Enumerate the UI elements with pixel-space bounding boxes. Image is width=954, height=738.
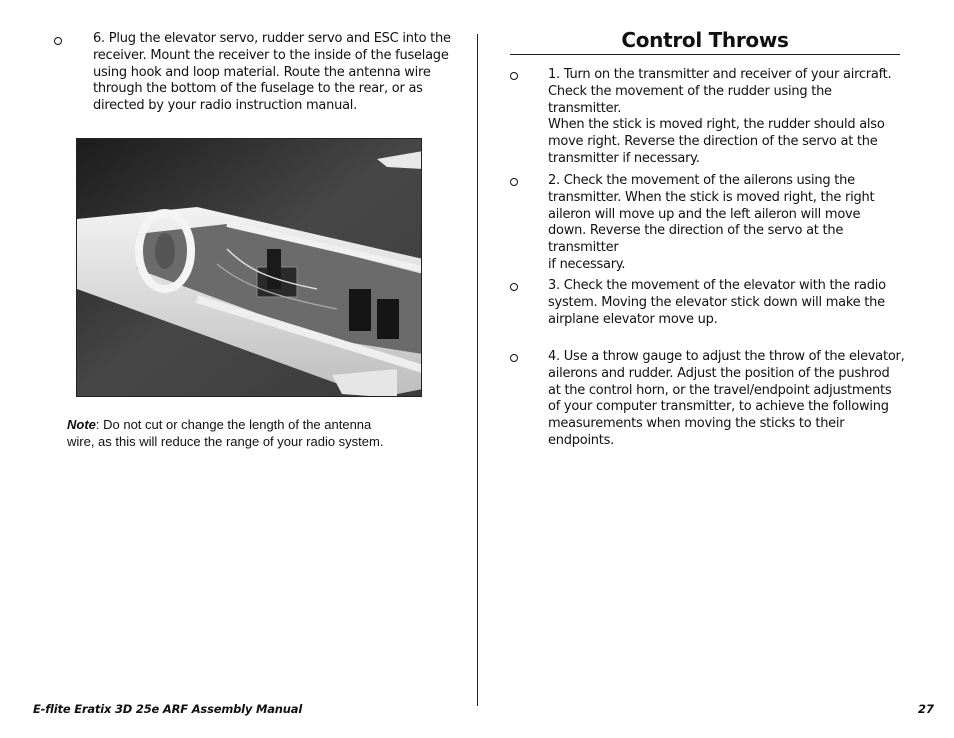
step-6-line: directed by your radio instruction manual.: [93, 98, 358, 114]
footer-page-number: 27: [918, 702, 935, 716]
step-6-line: through the bottom of the fuselage to the rear, or as: [93, 81, 423, 97]
step-3-text: [548, 278, 908, 328]
step-2-line: transmitter. When the stick is moved right, the right: [548, 189, 875, 205]
fuselage-photo-illustration: [77, 139, 422, 397]
step-1-line: transmitter if necessary.: [548, 150, 700, 166]
step-6-line: receiver. Mount the receiver to the inside of the fuselage: [93, 47, 449, 63]
step-3-line: airplane elevator move up.: [548, 311, 718, 327]
note-line: wire, as this will reduce the range of your radio system.: [67, 433, 384, 449]
checkbox-bullet-step6: [54, 37, 62, 45]
title-underline: [510, 54, 900, 55]
step-4-line: of your computer transmitter, to achieve the following: [548, 399, 889, 415]
step-2-line: if necessary.: [548, 256, 626, 272]
step-2-text: [548, 173, 908, 274]
step-1-line: Check the movement of the rudder using the transmitter.: [548, 83, 832, 116]
footer-manual-title: E-flite Eratix 3D 25e ARF Assembly Manual: [33, 702, 303, 716]
step-1-text: [548, 67, 908, 168]
section-title: Control Throws: [621, 28, 789, 52]
checkbox-bullet-step3: [510, 283, 518, 291]
step-3-line: 3. Check the movement of the elevator with the radio: [548, 278, 886, 293]
step-2-line: 2. Check the movement of the ailerons using the: [548, 173, 855, 188]
step-3-line: system. Moving the elevator stick down will make the: [548, 294, 885, 310]
checkbox-bullet-step1: [510, 72, 518, 80]
step-1-line: move right. Reverse the direction of the servo at the: [548, 134, 878, 150]
note-text: [67, 417, 427, 450]
step-4-line: measurements when moving the sticks to their endpoints.: [548, 416, 845, 448]
checkbox-bullet-step4: [510, 354, 518, 362]
step-2-line: down. Reverse the direction of the servo at the transmitter: [548, 223, 844, 256]
checkbox-bullet-step2: [510, 178, 518, 186]
step-1-line: When the stick is moved right, the rudder should also: [548, 117, 885, 133]
step-6-line: using hook and loop material. Route the antenna wire: [93, 64, 431, 80]
fuselage-receiver-photo: [76, 138, 422, 397]
step-4-line: 4. Use a throw gauge to adjust the throw of the elevator,: [548, 349, 905, 364]
step-6-line: 6. Plug the elevator servo, rudder servo and ESC into the: [93, 31, 451, 46]
step-6-text: [93, 31, 458, 115]
step-4-line: ailerons and rudder. Adjust the position of the pushrod: [548, 365, 890, 381]
step-4-text: [548, 349, 908, 450]
step-2-line: aileron will move up and the left aileron will move: [548, 206, 861, 222]
step-4-line: at the control horn, or the travel/endpoint adjustments: [548, 382, 892, 398]
note-line: : Do not cut or change the length of the antenna: [95, 417, 372, 432]
step-1-line: 1. Turn on the transmitter and receiver of your aircraft.: [548, 67, 892, 82]
column-divider: [477, 34, 478, 706]
note-label: Note: [67, 417, 96, 432]
